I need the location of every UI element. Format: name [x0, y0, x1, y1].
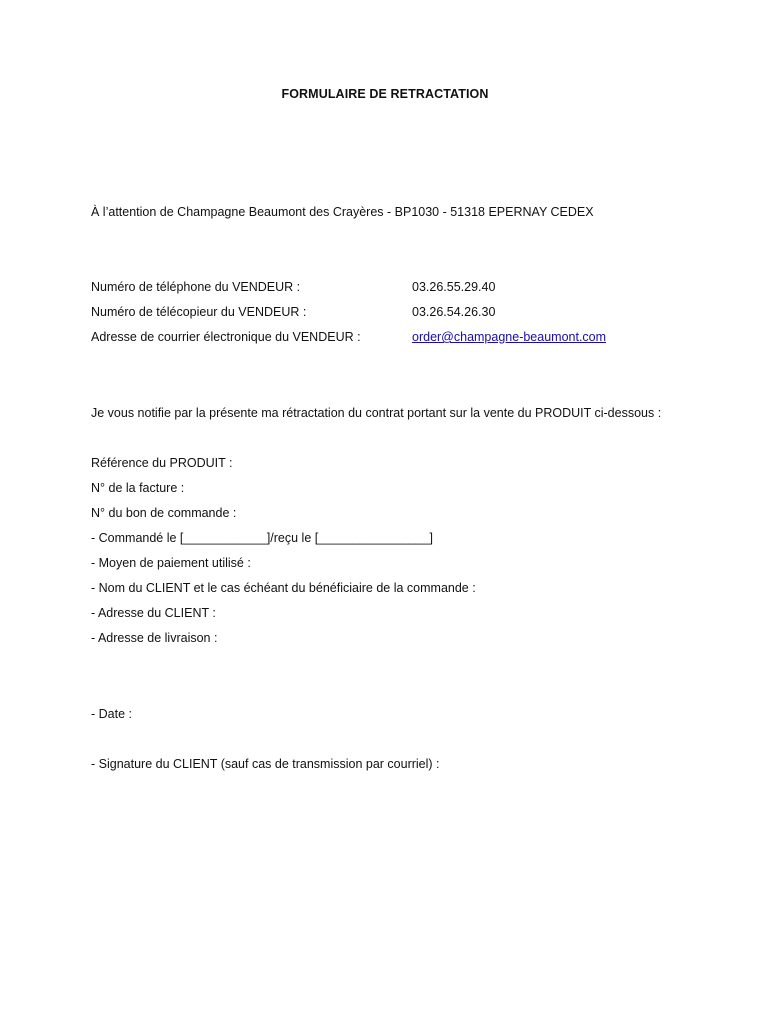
- retraction-notice: Je vous notifie par la présente ma rétractation du contrat portant sur la vente du PRODUIT ci-dessous :: [91, 406, 662, 420]
- field-delivery-address: - Adresse de livraison :: [91, 631, 218, 645]
- seller-phone-label: Numéro de téléphone du VENDEUR :: [91, 280, 301, 294]
- field-payment-method: - Moyen de paiement utilisé :: [91, 556, 251, 570]
- document-title: FORMULAIRE DE RETRACTATION: [281, 87, 489, 101]
- field-date: - Date :: [91, 707, 132, 721]
- attention-line: À l’attention de Champagne Beaumont des Crayères - BP1030 - 51318 EPERNAY CEDEX: [91, 205, 594, 219]
- seller-email-label: Adresse de courrier électronique du VENDEUR :: [91, 330, 361, 344]
- field-order-number: N° du bon de commande :: [91, 506, 237, 520]
- seller-fax-value: 03.26.54.26.30: [412, 305, 496, 319]
- field-order-received-dates: - Commandé le [____________]/reçu le [________________]: [91, 531, 433, 545]
- seller-phone-value: 03.26.55.29.40: [412, 280, 496, 294]
- field-signature: - Signature du CLIENT (sauf cas de transmission par courriel) :: [91, 757, 440, 771]
- field-client-name: - Nom du CLIENT et le cas échéant du bénéficiaire de la commande :: [91, 581, 476, 595]
- seller-fax-label: Numéro de télécopieur du VENDEUR :: [91, 305, 307, 319]
- seller-email-link[interactable]: order@champagne-beaumont.com: [412, 330, 607, 344]
- field-invoice-number: N° de la facture :: [91, 481, 185, 495]
- field-product-reference: Référence du PRODUIT :: [91, 456, 233, 470]
- field-client-address: - Adresse du CLIENT :: [91, 606, 216, 620]
